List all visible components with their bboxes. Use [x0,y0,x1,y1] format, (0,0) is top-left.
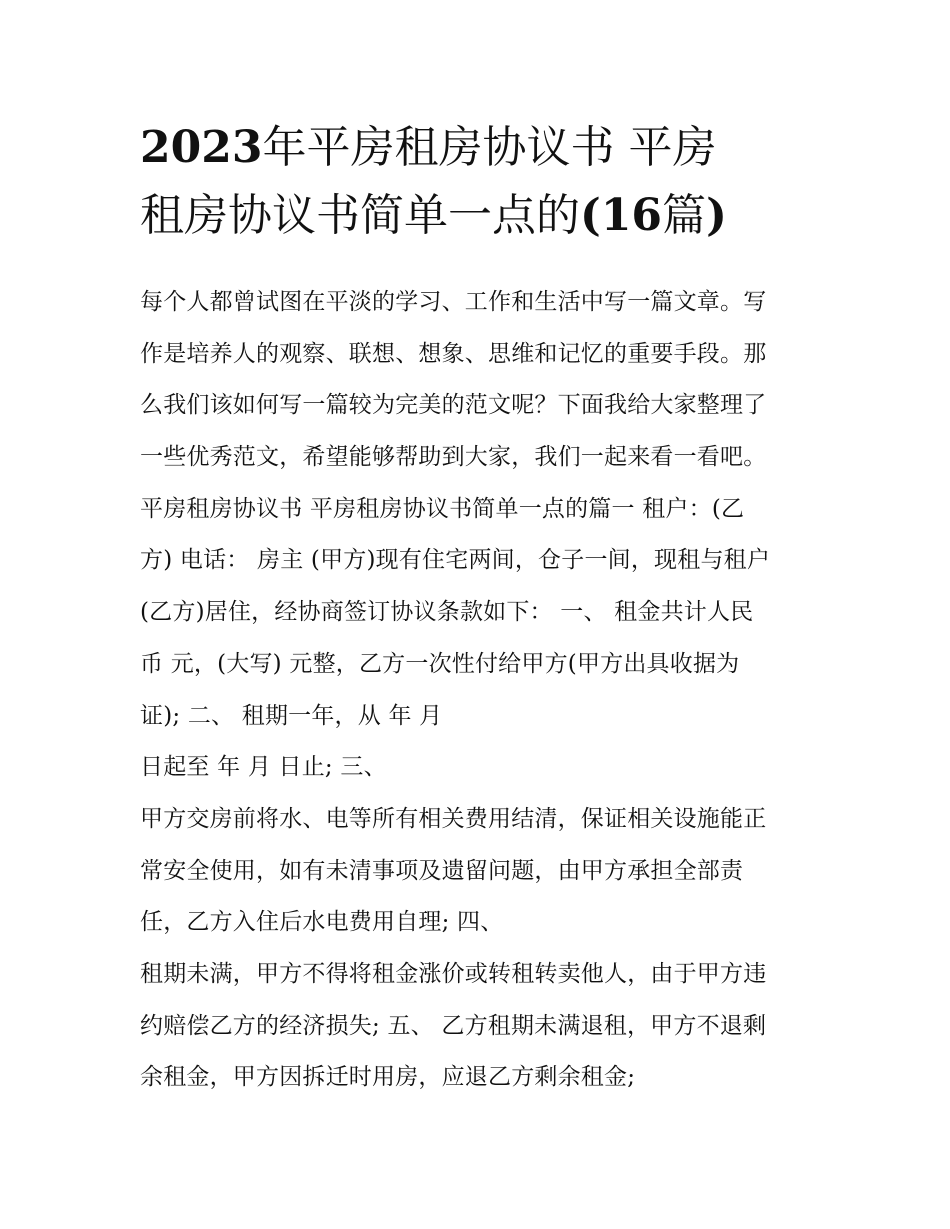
title-year: 2023 [140,122,263,173]
body-line: 常安全使用，如有未清事项及遗留问题，由甲方承担全部责 [140,857,744,884]
body-line: 么我们该如何写一篇较为完美的范文呢？下面我给大家整理了 [140,392,767,419]
title-line-2 [140,182,820,250]
body-line: 甲方交房前将水、电等所有相关费用结清，保证相关设施能正 [140,805,767,832]
body-line: 任，乙方入住后水电费用自理; 四、 [140,909,504,936]
title-count: (16 [580,190,663,241]
title-close-paren: ) [706,190,727,241]
body-line: 一些优秀范文，希望能够帮助到大家，我们一起来看一看吧。 [140,444,767,471]
body-line: 方) 电话： 房主 (甲方)现有住宅两间，仓子一间，现租与租户 [140,547,771,574]
body-line: 约赔偿乙方的经济损失; 五、 乙方租期未满退租，甲方不退剩 [140,1012,767,1039]
document-body [140,279,820,1106]
body-line: 日起至 年 月 日止; 三、 [140,754,387,781]
body-line: 平房租房协议书 平房租房协议书简单一点的篇一 租户：(乙 [140,495,745,522]
body-line: (乙方)居住，经协商签订协议条款如下： 一、 租金共计人民 [140,599,754,626]
title-line-1-text: 年平房租房协议书 平房 [262,122,717,173]
body-line: 余租金，甲方因拆迁时用房，应退乙方剩余租金; [140,1064,636,1091]
document-title [140,114,820,250]
body-line: 租期未满，甲方不得将租金涨价或转租转卖他人，由于甲方违 [140,960,767,987]
body-line: 证); 二、 租期一年，从 年 月 [140,702,443,729]
body-line: 每个人都曾试图在平淡的学习、工作和生活中写一篇文章。写 [140,289,767,315]
body-line: 作是培养人的观察、联想、想象、思维和记忆的重要手段。那 [140,340,767,367]
title-count-unit: 篇 [662,190,707,241]
title-line-2-text: 租房协议书简单一点的 [140,190,580,241]
title-line-1 [140,114,820,182]
body-line: 币 元，(大写) 元整，乙方一次性付给甲方(甲方出具收据为 [140,650,740,677]
